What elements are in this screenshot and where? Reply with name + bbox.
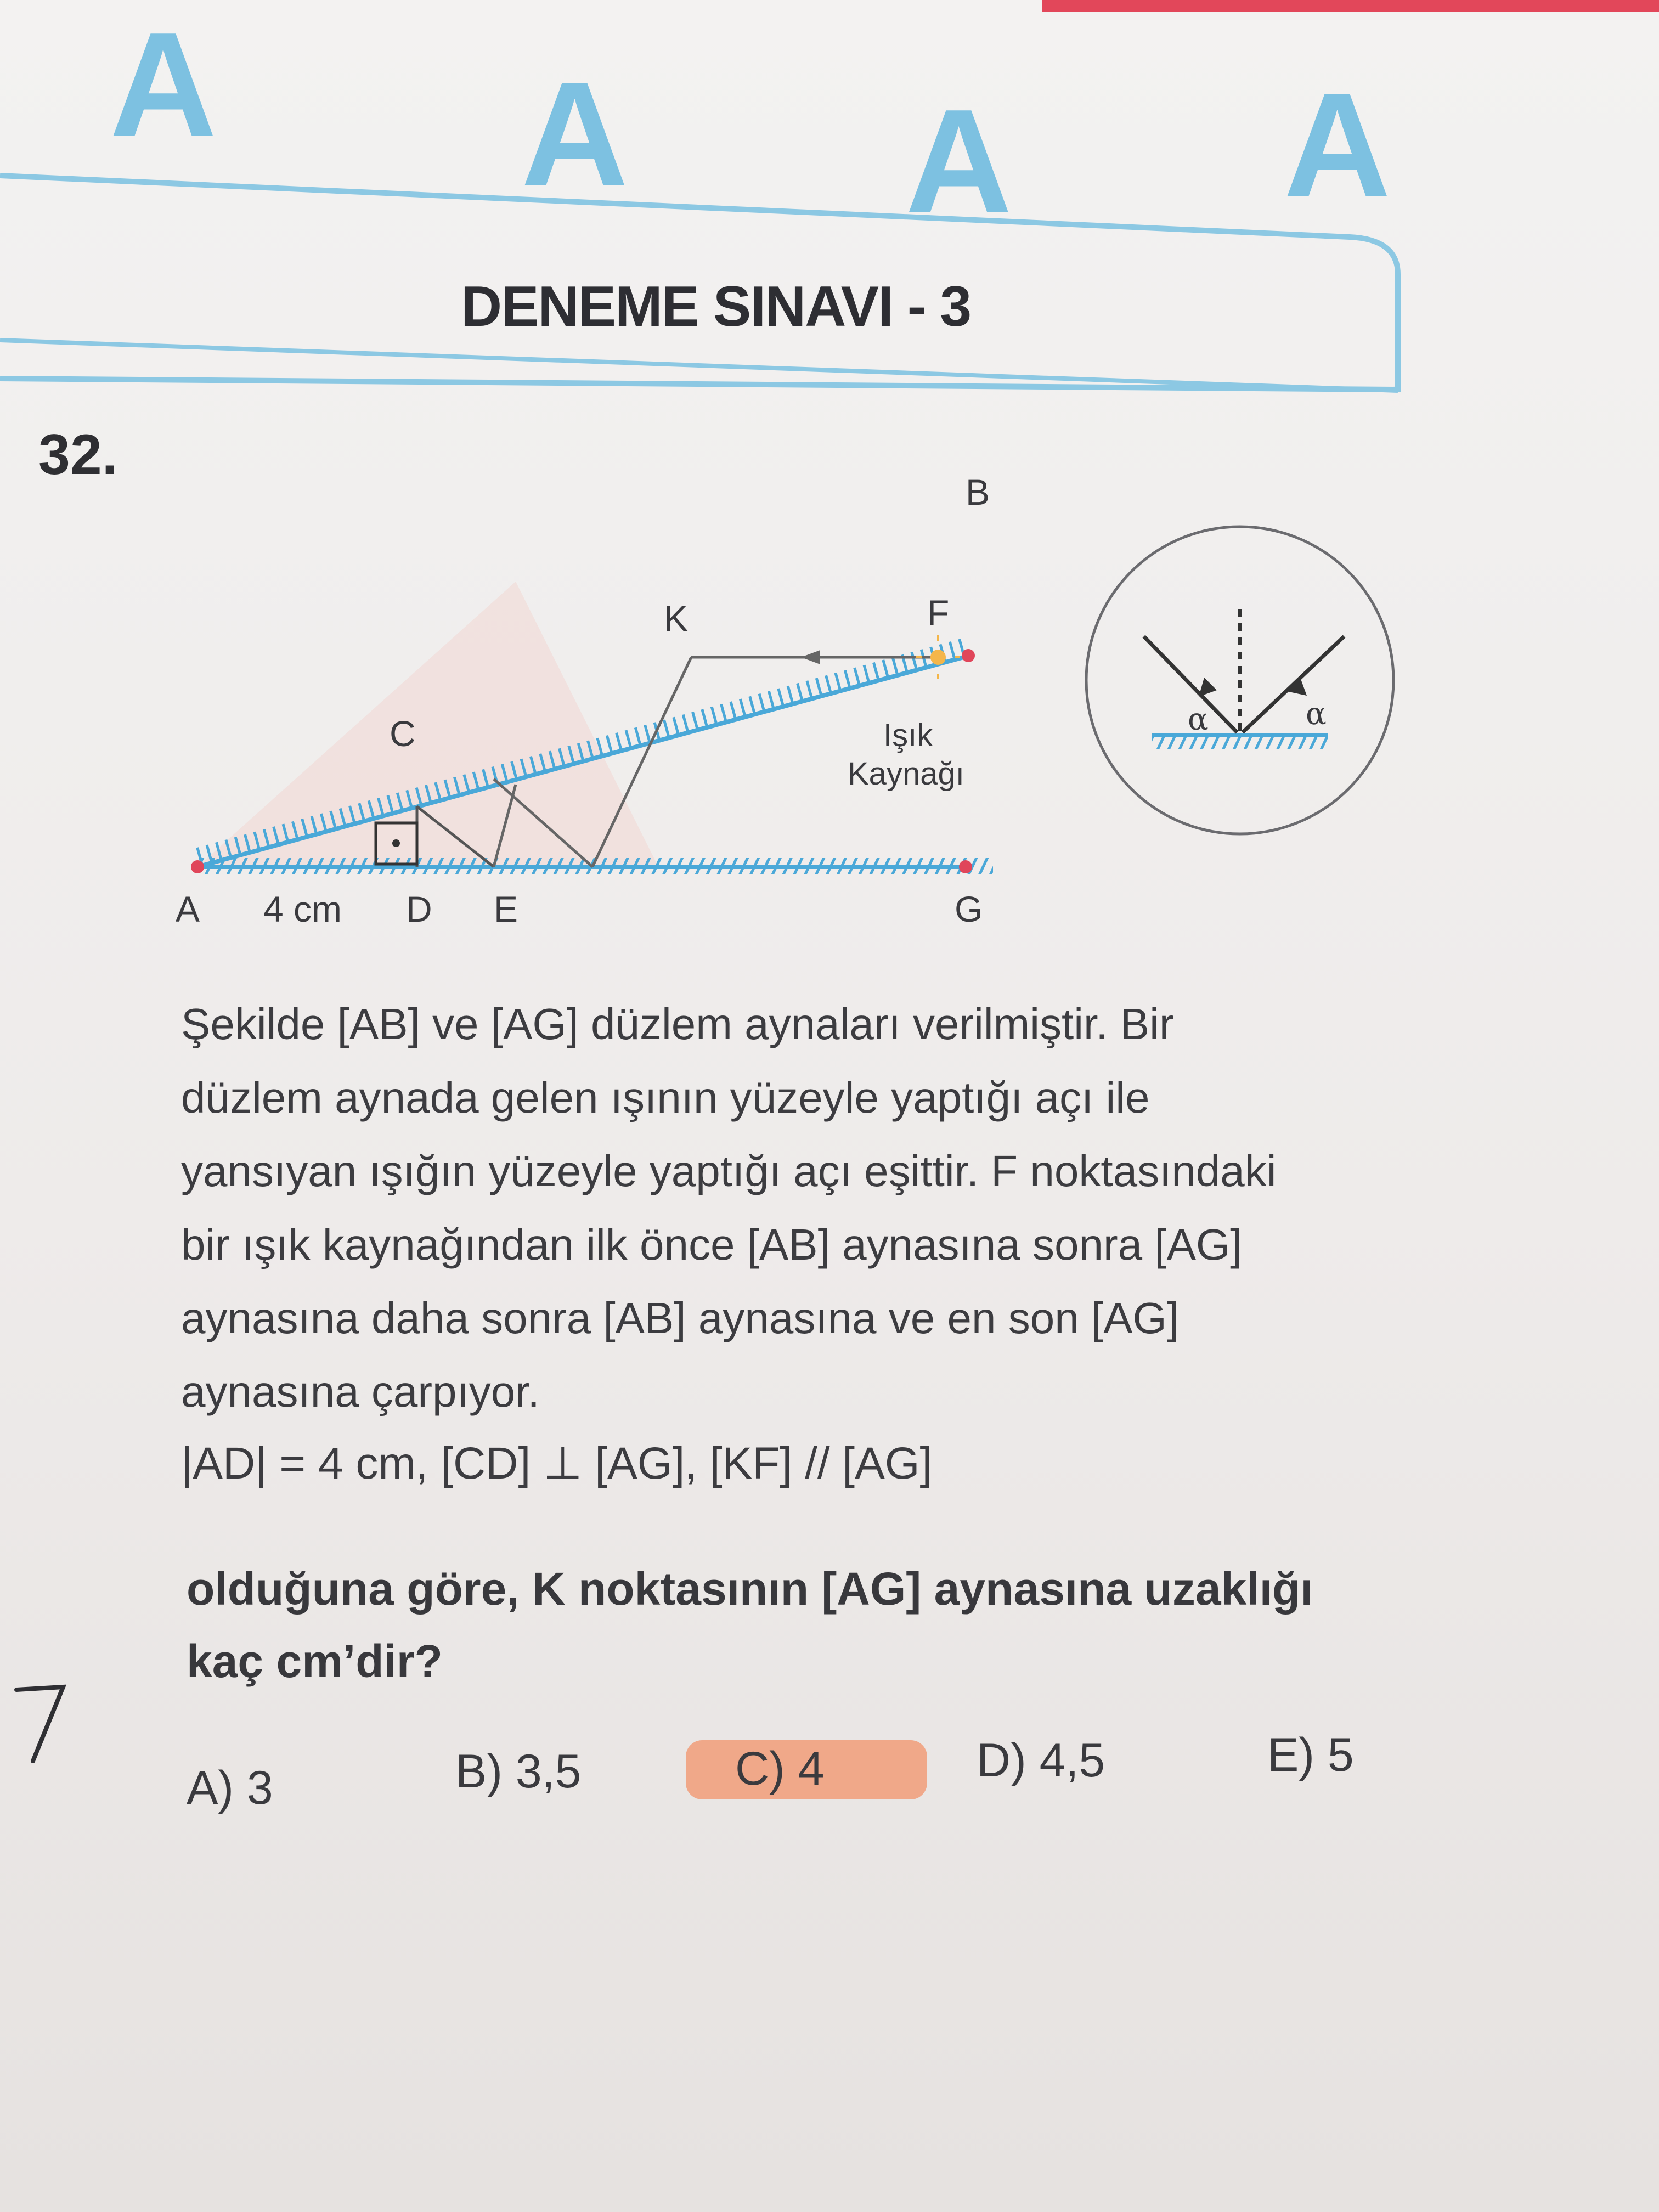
label-ad-length: 4 cm	[263, 889, 342, 929]
label-b: B	[966, 472, 990, 512]
question-number: 32.	[38, 423, 118, 487]
label-a: A	[176, 889, 200, 929]
exam-title: DENEME SINAVI - 3	[461, 275, 971, 338]
header-letter-a3: A	[905, 79, 1012, 244]
point-b	[962, 649, 975, 662]
question-line-6: aynasına çarpıyor.	[181, 1367, 540, 1416]
question-line-5: aynasına daha sonra [AB] aynasına ve en son [AG]	[181, 1294, 1179, 1342]
inset-mirror-hatch	[1152, 735, 1328, 749]
right-angle-dot	[392, 839, 400, 847]
label-g: G	[955, 889, 983, 929]
ray-fk-arrow	[801, 650, 820, 664]
choice-d[interactable]: D) 4,5	[977, 1734, 1105, 1787]
choice-c[interactable]: C) 4	[735, 1742, 825, 1795]
question-line-2: düzlem aynada gelen ışının yüzeyle yaptığı açı ile	[181, 1073, 1150, 1122]
answer-choices	[0, 1728, 1659, 1816]
label-c: C	[390, 713, 416, 754]
question-line-1: Şekilde [AB] ve [AG] düzlem aynaları verilmiştir. Bir	[181, 1000, 1174, 1048]
handwritten-mark	[11, 1679, 71, 1767]
header-letter-a1: A	[110, 2, 217, 167]
given-formula: |AD| = 4 cm, [CD] ⊥ [AG], [KF] // [AG]	[181, 1438, 933, 1488]
mirror-diagram	[165, 461, 1426, 966]
header-banner	[0, 0, 1659, 417]
header-letter-a4: A	[1284, 63, 1391, 228]
label-source-1: Işık	[883, 718, 933, 753]
question-ask	[187, 1553, 1313, 1697]
label-e: E	[494, 889, 518, 929]
question-line-3: yansıyan ışığın yüzeyle yaptığı açı eşittir. F noktasındaki	[181, 1147, 1277, 1195]
choice-a[interactable]: A) 3	[187, 1762, 273, 1814]
background-shape	[198, 582, 658, 867]
inset-alpha-right: α	[1306, 696, 1327, 732]
label-source-2: Kaynağı	[848, 756, 964, 792]
light-source-icon	[930, 650, 946, 665]
ask-line-2: kaç cm’dir?	[187, 1635, 443, 1687]
point-a	[191, 860, 204, 873]
label-k: K	[664, 598, 689, 639]
point-g	[959, 860, 972, 873]
choice-b[interactable]: B) 3,5	[455, 1745, 582, 1798]
choice-e[interactable]: E) 5	[1267, 1729, 1354, 1781]
ask-line-1: olduğuna göre, K noktasının [AG] aynasına uzaklığı	[187, 1563, 1313, 1615]
inset-alpha-left: α	[1188, 702, 1209, 737]
question-text	[181, 988, 1443, 1429]
label-d: D	[406, 889, 432, 929]
header-letter-a2: A	[521, 52, 628, 217]
label-f: F	[927, 592, 950, 633]
inset-incident-arrow	[1199, 678, 1217, 697]
question-line-4: bir ışık kaynağından ilk önce [AB] aynasına sonra [AG]	[181, 1220, 1243, 1269]
